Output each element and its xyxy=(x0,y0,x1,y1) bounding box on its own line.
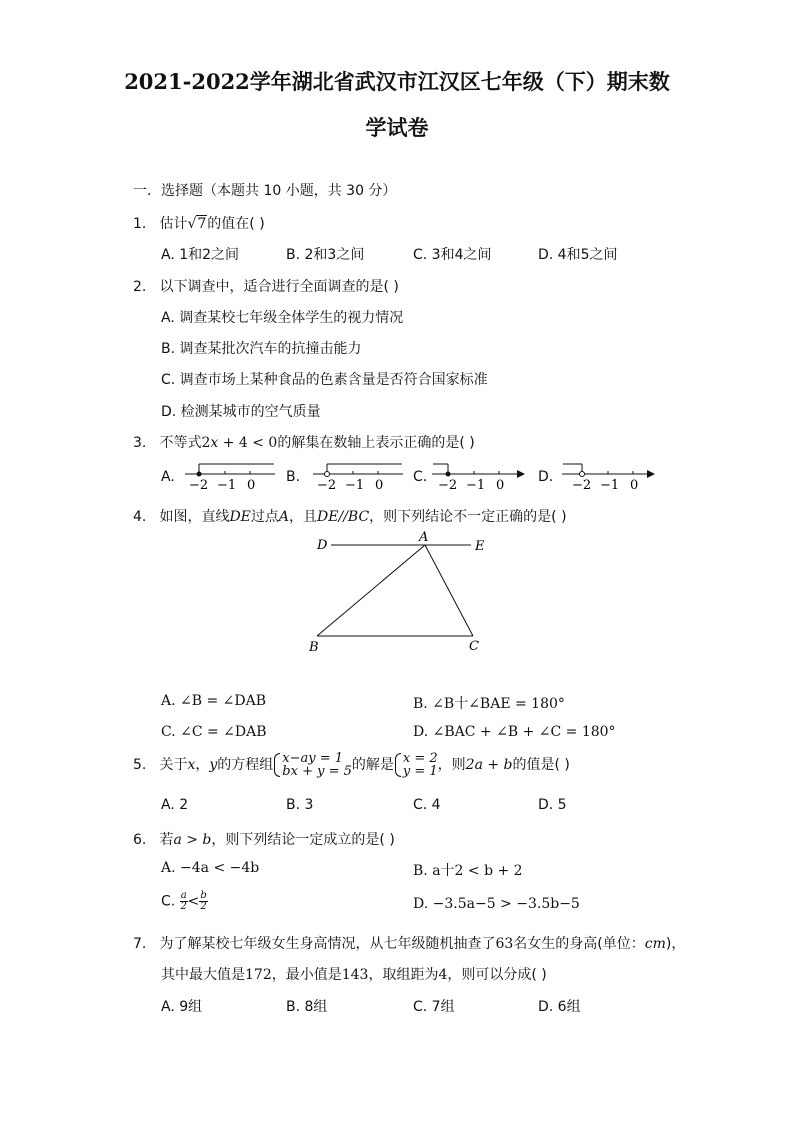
tick-label: −1 xyxy=(466,478,486,492)
option-d: D. 5 xyxy=(538,797,567,813)
option-c: C. 3和4之间 xyxy=(413,247,492,263)
solution-system: x = 2 y = 1 xyxy=(394,752,438,778)
question-stem: 估计 xyxy=(159,216,188,232)
question-number: 3. xyxy=(133,435,147,451)
point-label-c: C xyxy=(469,639,479,654)
question-number: 6. xyxy=(133,832,147,848)
fraction-a-over-2: $\frac{a}{2}$ xyxy=(180,890,187,912)
tick-label: −2 xyxy=(438,478,458,492)
option-c: C. 调查市场上某种食品的色素含量是否符合国家标准 xyxy=(161,372,488,388)
tick-label: 0 xyxy=(496,478,505,492)
equation-system: x−ay = 1 bx + y = 5 xyxy=(273,752,352,778)
option-a: A. ∠B = ∠DAB xyxy=(161,693,267,709)
option-a: A. −4a < −4b xyxy=(161,860,260,876)
option-a: A. 调查某校七年级全体学生的视力情况 xyxy=(161,310,404,326)
option-a: A. 1和2之间 xyxy=(161,247,240,263)
tick-label: −2 xyxy=(189,478,209,492)
question-2 xyxy=(133,276,399,296)
tick-label: 0 xyxy=(375,478,384,492)
point-label-e: E xyxy=(475,539,485,554)
question-number: 7. xyxy=(133,936,147,952)
option-d: D. 4和5之间 xyxy=(538,247,618,263)
tick-label: 0 xyxy=(630,478,639,492)
option-c: C. ∠C = ∠DAB xyxy=(161,724,267,740)
point-label-a: A xyxy=(419,530,429,545)
number-line-a xyxy=(180,458,280,492)
option-d: D. −3.5a−5 > −3.5b−5 xyxy=(413,896,580,912)
option-c: C. 7组 xyxy=(413,999,455,1015)
question-4: 4. 如图，直线DE过点A，且DE//BC，则下列结论不一定正确的是( ) xyxy=(133,509,567,525)
question-stem: 以下调查中，适合进行全面调查的是( ) xyxy=(159,279,399,295)
option-c: C. 4 xyxy=(413,797,441,813)
option-c: C. $\frac{a}{2}$ < $\frac{b}{2}$ xyxy=(161,890,207,912)
option-a-label: A. xyxy=(161,469,175,485)
option-a: A. 9组 xyxy=(161,999,203,1015)
number-line-b xyxy=(308,458,408,492)
tick-label: −1 xyxy=(345,478,365,492)
point-label-b: B xyxy=(309,640,319,655)
tick-label: −2 xyxy=(317,478,337,492)
tick-label: 0 xyxy=(247,478,256,492)
question-5: 5. 关于x，y的方程组 x−ay = 1 bx + y = 5 的解是 x = 2 y = 1 ，则2a + b的值是( ) xyxy=(133,751,570,779)
option-b: B. 3 xyxy=(286,797,314,813)
question-7-line-1: 7. 为了解某校七年级女生身高情况，从七年级随机抽查了63名女生的身高(单位：cm)， xyxy=(133,936,686,952)
tick-label: −1 xyxy=(600,478,620,492)
fraction-b-over-2: $\frac{b}{2}$ xyxy=(200,890,207,912)
option-b-label: B. xyxy=(286,469,301,485)
question-1: 1. 估计√7的值在( ) xyxy=(133,216,265,232)
option-d-label: D. xyxy=(538,469,554,485)
option-b: B. a十2 < b + 2 xyxy=(413,863,523,879)
paper-title-line1: 2021-2022学年湖北省武汉市江汉区七年级（下）期末数 xyxy=(124,69,670,94)
option-c-label: C. xyxy=(413,469,428,485)
option-d: D. 检测某城市的空气质量 xyxy=(161,404,321,420)
question-number: 5. xyxy=(133,757,147,773)
sqrt-expression: √7 xyxy=(187,216,207,232)
section-heading: 一．选择题（本题共 10 小题，共 30 分） xyxy=(133,183,397,199)
paper-title-line2: 学试卷 xyxy=(365,115,429,140)
option-d: D. ∠BAC + ∠B + ∠C = 180° xyxy=(413,724,616,740)
number-line-d xyxy=(560,458,660,492)
question-3: 3. 不等式2𝑥 + 4 < 0的解集在数轴上表示正确的是( ) xyxy=(133,435,475,451)
question-number: 1. xyxy=(133,216,147,232)
question-number: 2. xyxy=(133,279,147,295)
option-b: B. ∠B十∠BAE = 180° xyxy=(413,696,565,712)
triangle-figure xyxy=(305,528,505,656)
question-6: 6. 若a > b，则下列结论一定成立的是( ) xyxy=(133,832,395,848)
tick-label: −2 xyxy=(572,478,592,492)
option-b: B. 8组 xyxy=(286,999,328,1015)
question-7-line-2: 其中最大值是172，最小值是143，取组距为4，则可以分成( ) xyxy=(161,967,547,983)
question-number: 4. xyxy=(133,509,147,525)
option-a: A. 2 xyxy=(161,797,189,813)
option-b: B. 2和3之间 xyxy=(286,247,365,263)
point-label-d: D xyxy=(317,538,328,553)
tick-label: −1 xyxy=(217,478,237,492)
option-d: D. 6组 xyxy=(538,999,581,1015)
number-line-c xyxy=(430,458,530,492)
inequality-expression: 2𝑥 + 4 < 0 xyxy=(201,435,278,451)
option-b: B. 调查某批次汽车的抗撞击能力 xyxy=(161,341,362,357)
